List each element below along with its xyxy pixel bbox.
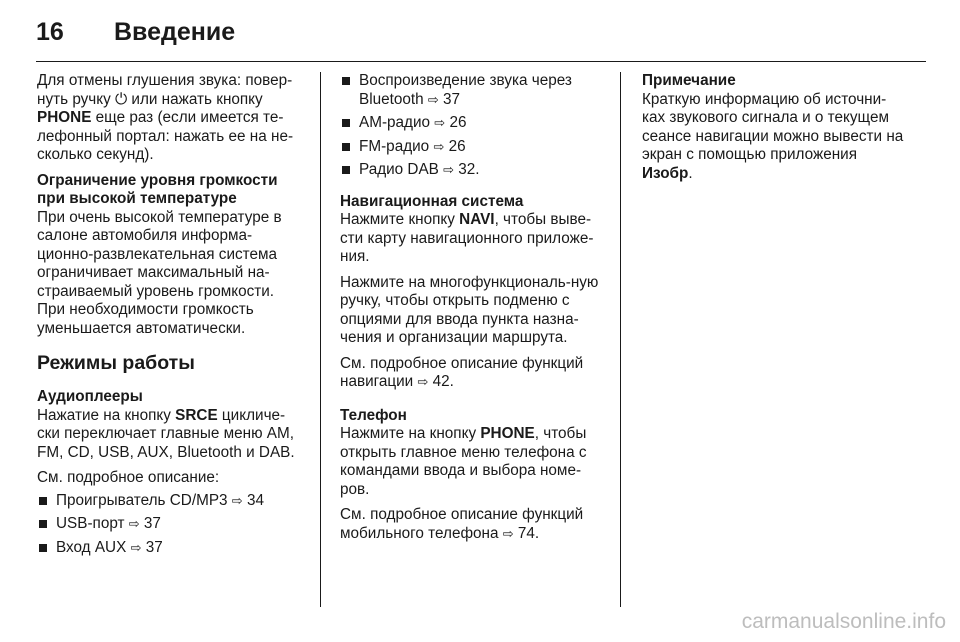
paragraph: Нажмите на многофункциональ-ную ручку, чтобы открыть подменю с опциями для ввода пункта назна-чения и организации маршрута. xyxy=(340,273,599,346)
note-text: Краткую информацию об источни-ках звукового сигнала и о текущем сеансе навигации можно вывести на экран с помощью приложения Изобр. xyxy=(642,90,904,182)
ref-arrow-icon: ⇨ xyxy=(502,526,514,542)
ref-arrow-icon: ⇨ xyxy=(231,493,243,509)
image-app-key: Изобр xyxy=(642,164,689,182)
subheading: Ограничение уровня громкости при высокой температуре xyxy=(37,171,278,207)
power-icon: ⏻ xyxy=(115,90,128,108)
page-ref[interactable]: 26 xyxy=(449,114,467,131)
navi-key: NAVI xyxy=(459,211,495,228)
watermark: carmanualsonline.info xyxy=(741,610,946,633)
page-title: Введение xyxy=(114,18,236,46)
page-ref[interactable]: 42. xyxy=(432,373,454,390)
page-ref[interactable]: 37 xyxy=(443,90,461,108)
section-title: Режимы работы xyxy=(37,352,195,374)
bullet-list xyxy=(37,492,305,559)
paragraph: Нажатие на кнопку SRCE цикличе-ски переключает главные меню AM, FM, CD, USB, AUX, Bluetooth и DAB. xyxy=(37,406,295,461)
ref-arrow-icon: ⇨ xyxy=(130,540,142,556)
list-item: Проигрыватель CD/MP3 ⇨ 34 xyxy=(37,492,305,512)
column-divider xyxy=(620,72,621,607)
subheading: Навигационная система xyxy=(340,192,524,210)
ref-arrow-icon: ⇨ xyxy=(434,116,446,131)
list-item: FM-радио ⇨ 26 xyxy=(340,138,608,158)
subheading: Телефон xyxy=(340,406,407,424)
bullet-list xyxy=(340,72,608,181)
page-ref[interactable]: 34 xyxy=(246,491,264,509)
header-rule xyxy=(36,61,926,62)
ref-arrow-icon: ⇨ xyxy=(443,163,455,178)
phone-key: PHONE xyxy=(480,425,535,442)
list-item: AM-радио ⇨ 26 xyxy=(340,114,608,134)
paragraph: См. подробное описание функций навигации ⇨ 42. xyxy=(340,354,584,390)
page-number: 16 xyxy=(36,18,64,46)
page-ref[interactable]: 32. xyxy=(458,161,480,178)
list-item: Радио DAB ⇨ 32. xyxy=(340,161,608,181)
paragraph: При очень высокой температуре в салоне автомобиля информа-ционно-развлекательная система ограничивает максимальный на-страиваемый уровень громкости. При необходимости громкость уменьшается автоматически. xyxy=(37,208,282,337)
ref-arrow-icon: ⇨ xyxy=(128,517,140,532)
column-2 xyxy=(340,72,608,551)
column-divider xyxy=(320,72,321,607)
ref-arrow-icon: ⇨ xyxy=(433,139,445,155)
phone-key: PHONE xyxy=(37,109,92,126)
page-ref[interactable]: 37 xyxy=(143,515,161,532)
ref-arrow-icon: ⇨ xyxy=(417,375,429,390)
page-ref[interactable]: 74. xyxy=(517,524,540,542)
ref-arrow-icon: ⇨ xyxy=(427,92,439,108)
paragraph: Нажмите кнопку NAVI, чтобы выве-сти карту навигационного приложе-ния. xyxy=(340,211,594,265)
note-heading: Примечание xyxy=(642,72,736,89)
paragraph: Нажмите на кнопку PHONE, чтобы открыть главное меню телефона с командами ввода и выбора номе-ров. xyxy=(340,425,587,498)
list-item: Вход AUX ⇨ 37 xyxy=(37,539,305,559)
list-item: Воспроизведение звука через Bluetooth ⇨ 37 xyxy=(340,72,608,110)
page-ref[interactable]: 26 xyxy=(448,137,466,155)
page-ref[interactable]: 37 xyxy=(145,538,163,556)
column-1 xyxy=(37,72,305,565)
paragraph: См. подробное описание: xyxy=(37,469,220,486)
paragraph: Для отмены глушения звука: повер-нуть ручку ⏻ или нажать кнопку PHONE еще раз (если имеется те-лефонный портал: нажать ее на не-сколько секунд). xyxy=(37,72,294,163)
paragraph: См. подробное описание функций мобильного телефона ⇨ 74. xyxy=(340,506,584,542)
list-item: USB-порт ⇨ 37 xyxy=(37,515,305,535)
subheading: Аудиоплееры xyxy=(37,388,143,405)
srce-key: SRCE xyxy=(175,406,218,424)
page-header xyxy=(36,18,235,48)
column-3 xyxy=(642,72,904,190)
